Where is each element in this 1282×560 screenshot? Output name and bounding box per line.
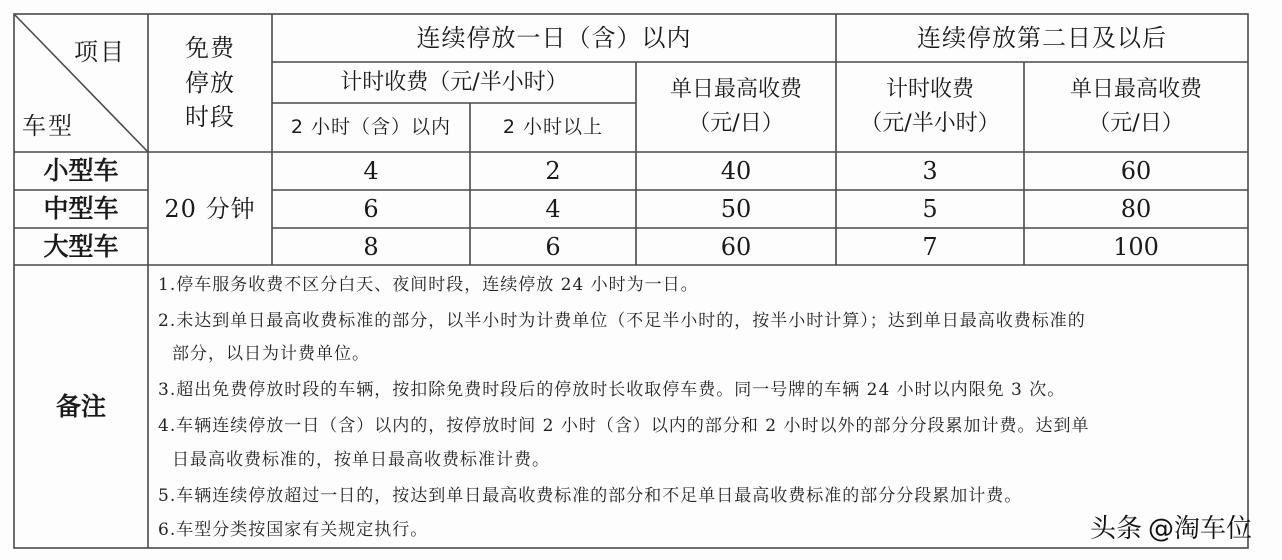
free-period-header-line-3: 时段 xyxy=(185,103,235,132)
medium-daily-max: 50 xyxy=(720,195,752,223)
small-within-2h: 4 xyxy=(363,157,379,185)
note-line-2-continued: 部分，以日为计费单位。 xyxy=(172,344,370,364)
note-line-6: 6.车型分类按国家有关规定执行。 xyxy=(158,520,429,540)
medium-within-2h: 6 xyxy=(363,195,379,223)
hourly-after-header-unit: （元/半小时） xyxy=(860,111,1000,136)
over-2h-header: 2 小时以上 xyxy=(502,115,604,138)
note-line-3: 3.超出免费停放时段的车辆，按扣除免费时段后的停放时长收取停车费。同一号牌的车辆 24 小时以内限免 3 次。 xyxy=(158,380,1066,400)
daily-max-after-header xyxy=(1024,62,1248,152)
large-daily-max: 60 xyxy=(720,232,752,261)
large-daily-max-after: 100 xyxy=(1113,232,1159,261)
watermark-handle: @淘车位 xyxy=(1148,513,1253,544)
large-over-2h: 6 xyxy=(545,232,561,261)
note-line-5: 5.车辆连续停放超过一日的，按达到单日最高收费标准的部分和不足单日最高收费标准的部分分段累加计费。 xyxy=(158,486,1023,506)
group-header-after-day: 连续停放第二日及以后 xyxy=(917,24,1167,52)
medium-over-2h: 4 xyxy=(545,195,561,223)
corner-vehicle-label: 车型 xyxy=(22,112,74,140)
vehicle-large: 大型车 xyxy=(43,231,119,261)
free-period-header xyxy=(148,14,272,152)
large-within-2h: 8 xyxy=(363,232,379,261)
watermark-brand: 头条 xyxy=(1090,513,1143,544)
notes-label: 备注 xyxy=(55,391,106,421)
daily-max-after-header-label: 单日最高收费 xyxy=(1069,76,1202,102)
medium-daily-max-after: 80 xyxy=(1120,195,1152,223)
hourly-fee-header: 计时收费（元/半小时） xyxy=(340,69,568,95)
note-line-1: 1.停车服务收费不区分白天、夜间时段，连续停放 24 小时为一日。 xyxy=(158,275,699,295)
daily-max-after-header-unit: （元/日） xyxy=(1088,111,1184,136)
small-hourly-after: 3 xyxy=(922,157,938,185)
large-hourly-after: 7 xyxy=(922,232,938,261)
hourly-after-header-label: 计时收费 xyxy=(885,76,974,102)
daily-max-header xyxy=(636,62,836,152)
hourly-after-header xyxy=(836,62,1024,152)
note-line-2: 2.未达到单日最高收费标准的部分，以半小时为计费单位（不足半小时的，按半小时计算）；达到单日最高收费标准的 xyxy=(158,311,1086,331)
vehicle-medium: 中型车 xyxy=(43,194,119,224)
free-period-header-line-1: 免费 xyxy=(185,33,235,62)
small-over-2h: 2 xyxy=(545,157,561,185)
daily-max-header-unit: （元/日） xyxy=(688,111,784,136)
group-header-within-day: 连续停放一日（含）以内 xyxy=(416,24,692,52)
daily-max-header-label: 单日最高收费 xyxy=(669,76,802,102)
small-daily-max-after: 60 xyxy=(1120,157,1152,185)
note-line-4: 4.车辆连续停放一日（含）以内的，按停放时间 2 小时（含）以内的部分和 2 小时以外的部分分段累加计费。达到单 xyxy=(158,416,1090,436)
corner-item-label: 项目 xyxy=(74,38,126,66)
note-line-4-continued: 日最高收费标准的，按单日最高收费标准计费。 xyxy=(172,450,550,470)
medium-hourly-after: 5 xyxy=(922,195,938,223)
watermark xyxy=(1090,508,1272,544)
free-period-value: 20 分钟 xyxy=(164,194,256,223)
within-2h-header: 2 小时（含）以内 xyxy=(290,115,452,138)
small-daily-max: 40 xyxy=(720,157,752,185)
vehicle-small: 小型车 xyxy=(43,156,119,186)
free-period-header-line-2: 停放 xyxy=(185,68,235,97)
